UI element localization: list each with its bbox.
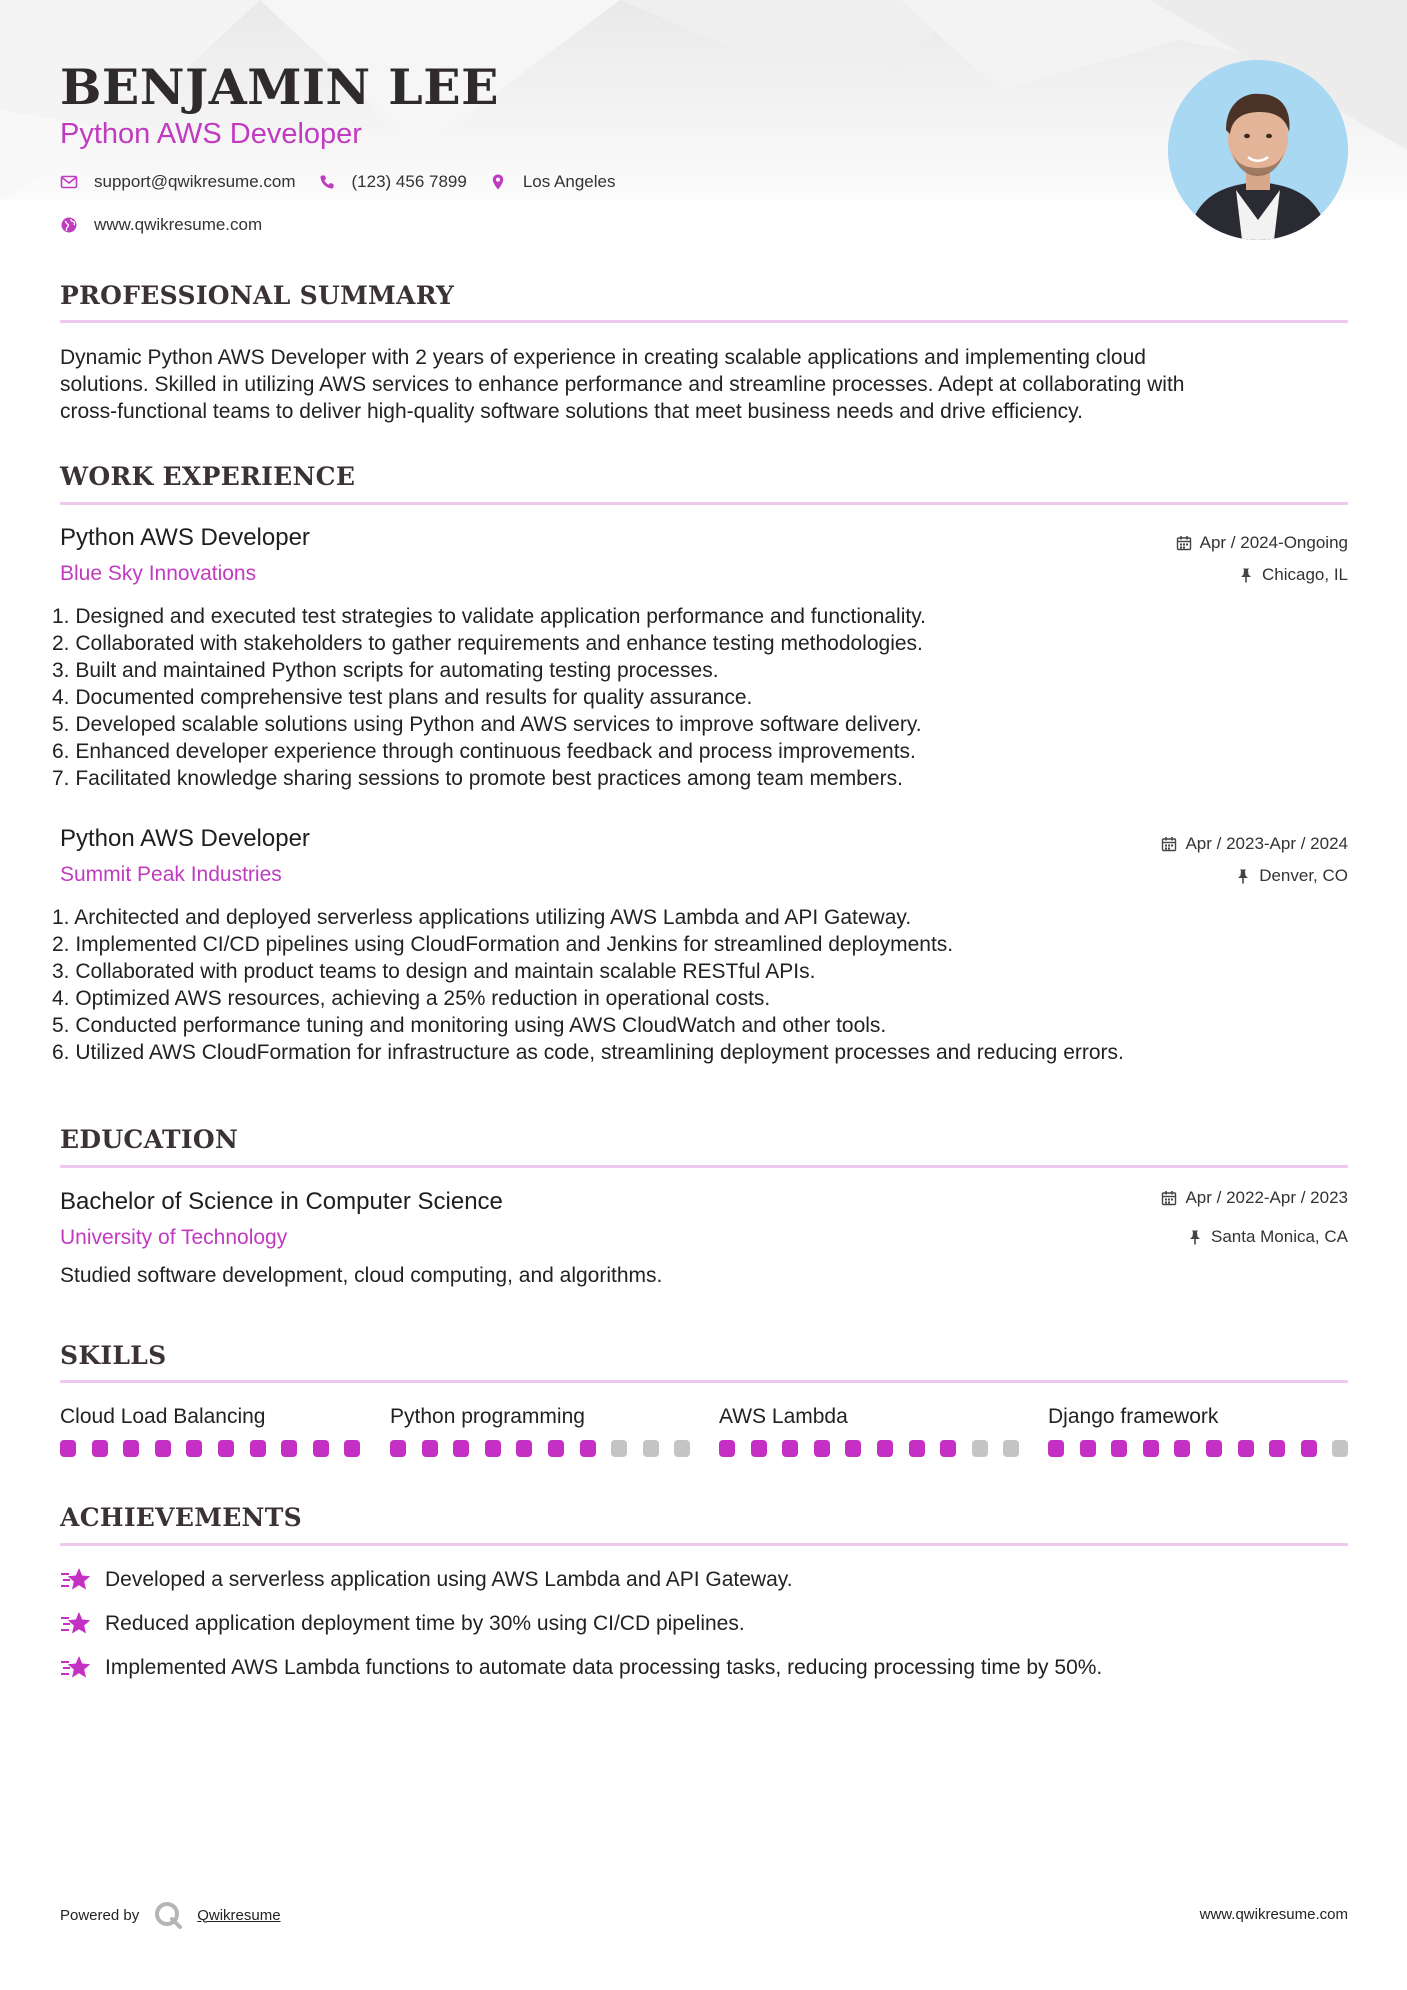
- skill-dot: [516, 1440, 532, 1457]
- skill-dot: [1048, 1440, 1064, 1457]
- phone-text: (123) 456 7899: [351, 172, 467, 191]
- skill-dot: [92, 1440, 108, 1457]
- pushpin-icon: [1235, 868, 1251, 884]
- list-item: 6. Utilized AWS CloudFormation for infrastructure as code, streamlining deployment processes and reducing errors.: [52, 1041, 1124, 1064]
- skill-dot: [1269, 1440, 1285, 1457]
- skill-dot: [1332, 1440, 1348, 1457]
- skill-rating: [719, 1440, 1019, 1458]
- skill-item: [60, 1405, 360, 1432]
- profile-photo: [1168, 60, 1348, 240]
- skill-dot: [1174, 1440, 1190, 1457]
- summary-text: [60, 344, 1350, 425]
- skill-dot: [972, 1440, 988, 1457]
- skill-dot: [940, 1440, 956, 1457]
- job-title: Python AWS Developer: [60, 524, 310, 551]
- list-item: 3. Collaborated with product teams to design and maintain scalable RESTful APIs.: [52, 960, 816, 983]
- section-divider: [60, 1543, 1348, 1546]
- website-text: www.qwikresume.com: [94, 215, 263, 234]
- candidate-role: Python AWS Developer: [60, 118, 362, 150]
- footer-website[interactable]: www.qwikresume.com: [1199, 1906, 1348, 1923]
- list-item: 3. Built and maintained Python scripts for automating testing processes.: [52, 659, 719, 682]
- education-dates: [1161, 1188, 1348, 1208]
- powered-by-label: Powered by: [60, 1906, 140, 1924]
- skill-dot: [1111, 1440, 1127, 1457]
- skill-item: [390, 1405, 690, 1432]
- company-name: Blue Sky Innovations: [60, 562, 257, 585]
- calendar-icon: [1161, 836, 1177, 852]
- degree-title: Bachelor of Science in Computer Science: [60, 1188, 503, 1215]
- skill-dot: [1238, 1440, 1254, 1457]
- skill-dot: [909, 1440, 925, 1457]
- skill-dot: [674, 1440, 690, 1457]
- skill-dot: [186, 1440, 202, 1457]
- location-text: Los Angeles: [522, 172, 616, 191]
- skill-name: Cloud Load Balancing: [60, 1405, 266, 1428]
- section-divider: [60, 1380, 1348, 1383]
- candidate-name: BENJAMIN LEE: [60, 58, 499, 116]
- skill-dot: [313, 1440, 329, 1457]
- skill-dot: [344, 1440, 360, 1457]
- calendar-icon: [1161, 1190, 1177, 1206]
- list-item: 2. Collaborated with stakeholders to gather requirements and enhance testing methodologies.: [52, 632, 923, 655]
- skill-rating: [1048, 1440, 1348, 1458]
- section-title-skills: SKILLS: [60, 1341, 167, 1370]
- star-achievement-icon: [60, 1610, 92, 1638]
- job-location-text: Chicago, IL: [1262, 565, 1348, 584]
- section-title-education: EDUCATION: [60, 1125, 239, 1154]
- summary-line: cross-functional teams to deliver high-quality software solutions that meet business needs and drive efficiency.: [60, 400, 1083, 423]
- list-item: 5. Conducted performance tuning and monitoring using AWS CloudWatch and other tools.: [52, 1014, 887, 1037]
- skill-name: Django framework: [1048, 1405, 1219, 1428]
- job-bullets: [52, 904, 1352, 1066]
- skill-dot: [877, 1440, 893, 1457]
- skill-dot: [250, 1440, 266, 1457]
- skill-dot: [390, 1440, 406, 1457]
- skill-dot: [751, 1440, 767, 1457]
- skill-name: Python programming: [390, 1405, 585, 1428]
- list-item: 1. Designed and executed test strategies to validate application performance and functionality.: [52, 605, 926, 628]
- skill-dot: [281, 1440, 297, 1457]
- skill-dot: [1301, 1440, 1317, 1457]
- education-location: [1187, 1227, 1348, 1247]
- qwikresume-logo-icon: [153, 1900, 183, 1930]
- section-divider: [60, 1165, 1348, 1168]
- star-achievement-icon: [60, 1566, 92, 1594]
- skill-dot: [218, 1440, 234, 1457]
- contact-row-2: [60, 215, 284, 235]
- skill-dot: [1143, 1440, 1159, 1457]
- skill-item: [1048, 1405, 1348, 1432]
- skill-dot: [422, 1440, 438, 1457]
- list-item: 5. Developed scalable solutions using Python and AWS services to improve software delivery.: [52, 713, 922, 736]
- school-name: University of Technology: [60, 1226, 288, 1249]
- map-pin-icon: [489, 173, 507, 191]
- skill-dot: [1080, 1440, 1096, 1457]
- skill-dot: [643, 1440, 659, 1457]
- achievement-item: [60, 1654, 1102, 1682]
- skill-dot: [845, 1440, 861, 1457]
- job-title: Python AWS Developer: [60, 825, 310, 852]
- achievement-text: Developed a serverless application using AWS Lambda and API Gateway.: [105, 1568, 793, 1591]
- job-dates: [1176, 533, 1348, 553]
- achievement-text: Implemented AWS Lambda functions to automate data processing tasks, reducing processing time by 50%.: [105, 1656, 1103, 1679]
- skill-item: [719, 1405, 1019, 1432]
- envelope-icon: [60, 173, 78, 191]
- job-location-text: Denver, CO: [1259, 866, 1348, 885]
- job-dates-text: Apr / 2023-Apr / 2024: [1185, 834, 1348, 853]
- education-location-text: Santa Monica, CA: [1210, 1227, 1348, 1246]
- skill-dot: [60, 1440, 76, 1457]
- skill-dot: [453, 1440, 469, 1457]
- phone-icon: [318, 173, 336, 191]
- list-item: 4. Documented comprehensive test plans and results for quality assurance.: [52, 686, 753, 709]
- skill-dot: [1003, 1440, 1019, 1457]
- achievement-item: [60, 1610, 745, 1638]
- job-bullets: [52, 603, 1352, 792]
- contact-row: [60, 172, 637, 192]
- skill-dot: [123, 1440, 139, 1457]
- job-location: [1238, 565, 1348, 585]
- skill-rating: [390, 1440, 690, 1458]
- skill-dot: [611, 1440, 627, 1457]
- skill-dot: [782, 1440, 798, 1457]
- section-divider: [60, 320, 1348, 323]
- email-item[interactable]: [60, 172, 296, 192]
- skill-dot: [580, 1440, 596, 1457]
- achievement-text: Reduced application deployment time by 30% using CI/CD pipelines.: [105, 1612, 745, 1635]
- skill-dot: [155, 1440, 171, 1457]
- skill-dot: [548, 1440, 564, 1457]
- list-item: 1. Architected and deployed serverless applications utilizing AWS Lambda and API Gateway.: [52, 906, 912, 929]
- star-achievement-icon: [60, 1654, 92, 1682]
- calendar-icon: [1176, 535, 1192, 551]
- section-title-experience: WORK EXPERIENCE: [60, 462, 356, 491]
- section-title-achievements: ACHIEVEMENTS: [60, 1503, 302, 1532]
- list-item: 4. Optimized AWS resources, achieving a 25% reduction in operational costs.: [52, 987, 771, 1010]
- job-dates-text: Apr / 2024-Ongoing: [1199, 533, 1348, 552]
- skill-dot: [485, 1440, 501, 1457]
- section-title-summary: PROFESSIONAL SUMMARY: [60, 281, 455, 310]
- summary-line: Dynamic Python AWS Developer with 2 years of experience in creating scalable applications and implementing cloud: [60, 346, 1146, 369]
- globe-icon: [60, 216, 78, 234]
- footer-powered-by: [60, 1900, 281, 1930]
- skill-rating: [60, 1440, 360, 1458]
- summary-line: solutions. Skilled in utilizing AWS services to enhance performance and streamline processes. Adept at collaborating with: [60, 373, 1185, 396]
- pushpin-icon: [1238, 567, 1254, 583]
- job-dates: [1161, 834, 1348, 854]
- pushpin-icon: [1187, 1229, 1203, 1245]
- skill-dot: [719, 1440, 735, 1457]
- list-item: 7. Facilitated knowledge sharing sessions to promote best practices among team members.: [52, 767, 903, 790]
- achievement-item: [60, 1566, 793, 1594]
- job-location: [1235, 866, 1348, 886]
- company-name: Summit Peak Industries: [60, 863, 282, 886]
- skill-name: AWS Lambda: [719, 1405, 848, 1428]
- education-description: Studied software development, cloud computing, and algorithms.: [60, 1264, 663, 1287]
- phone-item[interactable]: [318, 172, 467, 192]
- list-item: 6. Enhanced developer experience through continuous feedback and process improvements.: [52, 740, 916, 763]
- website-item[interactable]: [60, 215, 262, 235]
- list-item: 2. Implemented CI/CD pipelines using CloudFormation and Jenkins for streamlined deployments.: [52, 933, 954, 956]
- brand-link[interactable]: Qwikresume: [197, 1906, 281, 1924]
- email-text: support@qwikresume.com: [94, 172, 296, 191]
- skill-dot: [1206, 1440, 1222, 1457]
- education-dates-text: Apr / 2022-Apr / 2023: [1185, 1188, 1348, 1207]
- skill-dot: [814, 1440, 830, 1457]
- section-divider: [60, 502, 1348, 505]
- location-item: [489, 172, 616, 192]
